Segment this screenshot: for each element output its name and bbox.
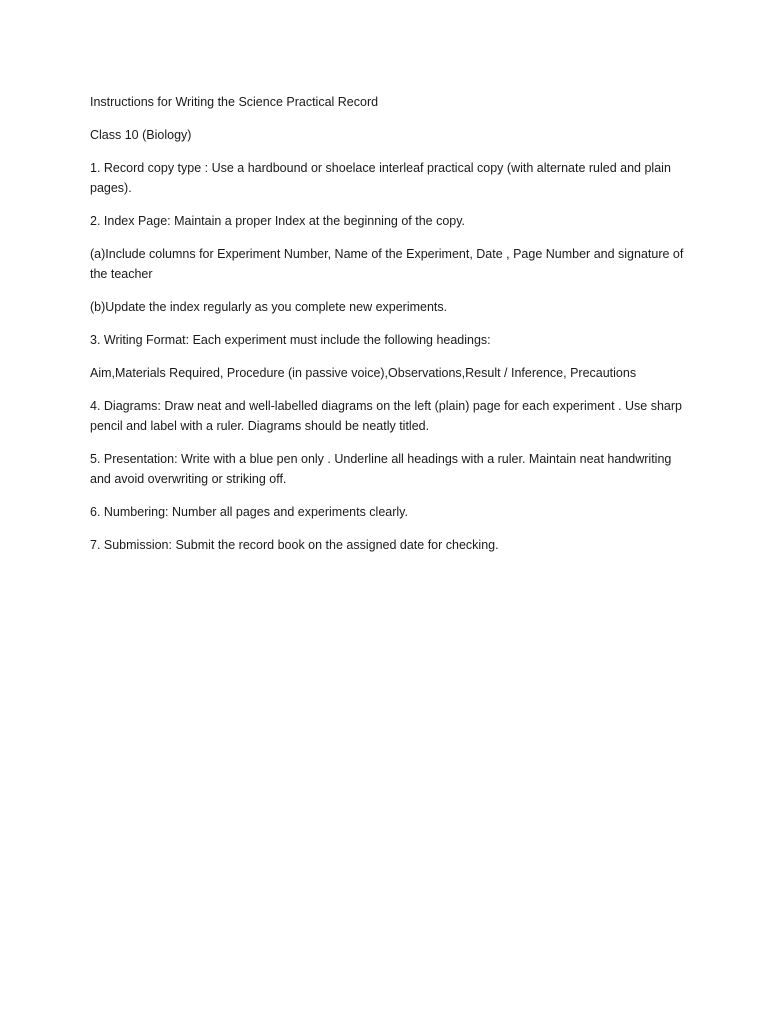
instruction-index-page: 2. Index Page: Maintain a proper Index at the beginning of the copy.: [90, 214, 466, 228]
document-subtitle: Class 10 (Biology): [90, 128, 192, 142]
instruction-index-update: (b)Update the index regularly as you complete new experiments.: [90, 300, 448, 314]
instruction-diagrams: 4. Diagrams: Draw neat and well-labelled diagrams on the left (plain) page for each experiment . Use sharp pencil and label with a ruler. Diagrams should be neatly titled.: [90, 399, 682, 433]
document-body: [90, 92, 690, 568]
instruction-index-columns: (a)Include columns for Experiment Number, Name of the Experiment, Date , Page Number and signature of the teacher: [90, 247, 684, 281]
instruction-headings-list: Aim,Materials Required, Procedure (in passive voice),Observations,Result / Inference, Precautions: [90, 366, 637, 380]
instruction-record-copy-type: 1. Record copy type : Use a hardbound or shoelace interleaf practical copy (with alternate ruled and plain pages).: [90, 161, 671, 195]
document-title: Instructions for Writing the Science Practical Record: [90, 95, 379, 109]
instruction-presentation: 5. Presentation: Write with a blue pen only . Underline all headings with a ruler. Maintain neat handwriting and avoid overwriting or striking off.: [90, 452, 672, 486]
instruction-writing-format: 3. Writing Format: Each experiment must include the following headings:: [90, 333, 491, 347]
instruction-submission: 7. Submission: Submit the record book on the assigned date for checking.: [90, 538, 499, 552]
instruction-numbering: 6. Numbering: Number all pages and experiments clearly.: [90, 505, 408, 519]
